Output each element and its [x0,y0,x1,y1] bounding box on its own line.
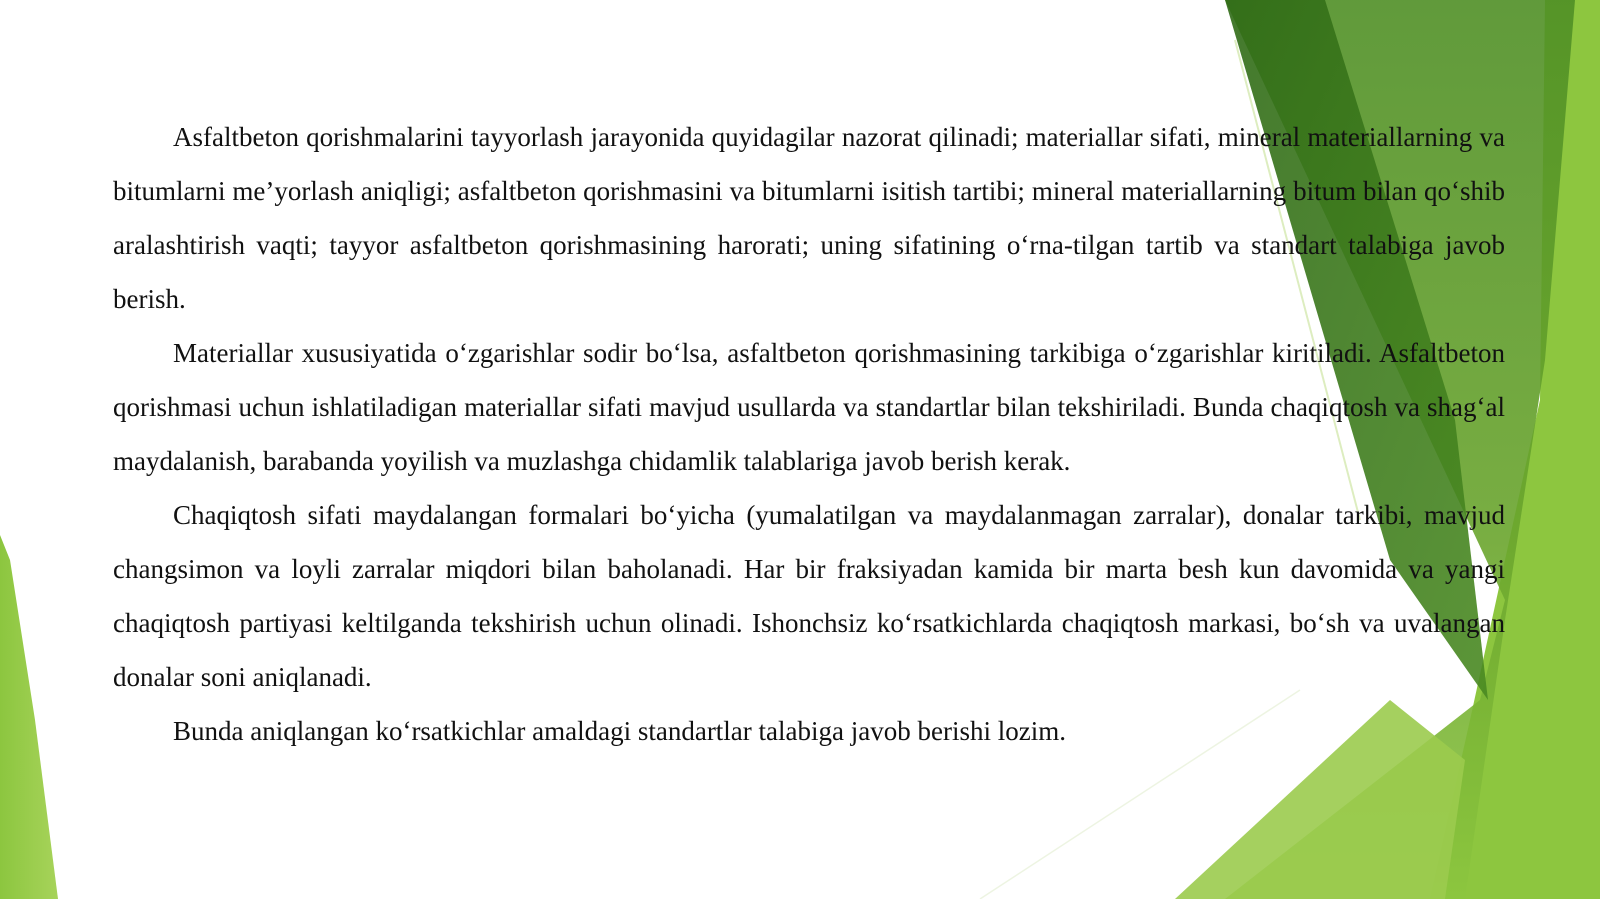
paragraph-4: Bunda aniqlangan ko‘rsatkichlar amaldagi standartlar talabiga javob berishi lozim. [173,716,1066,746]
left-green-band [0,535,58,899]
paragraph-1: Asfaltbeton qorishmalarini tayyorlash jarayonida quyidagilar nazorat qilinadi; materiallar sifati, mineral materiallarning va bitumlarni me’yorlash aniqligi; asfaltbeton qorishmasini va bitumlarni isitish tartibi; mineral materiallarning bitum bilan qo‘shib aralashtirish vaqti; tayyor asfaltbeton qorishmasining harorati; uning sifatining o‘rna-tilgan tartib va standart talabiga javob berish. [113,122,1505,314]
paragraph-2: Materiallar xususiyatida o‘zgarishlar sodir bo‘lsa, asfaltbeton qorishmasining tarkibiga o‘zgarishlar kiritiladi. Asfaltbeton qorishmasi uchun ishlatiladigan materiallar sifati mavjud usullarda va standartlar bilan tekshiriladi. Bunda chaqiqtosh va shag‘al maydalanish, barabanda yoyilish va muzlashga chidamlik talablariga javob berish kerak. [113,338,1505,476]
paragraph-3: Chaqiqtosh sifati maydalangan formalari bo‘yicha (yumalatilgan va maydalanmagan zarralar), donalar tarkibi, mavjud changsimon va loyli zarralar miqdori bilan baholanadi. Har bir fraksiyadan kamida bir marta besh kun davomida va yangi chaqiqtosh partiyasi keltilganda tekshirish uchun olinadi. Ishonchsiz ko‘rsatkichlarda chaqiqtosh markasi, bo‘sh va uvalangan donalar soni aniqlanadi. [113,500,1505,692]
slide-body [113,110,1505,758]
